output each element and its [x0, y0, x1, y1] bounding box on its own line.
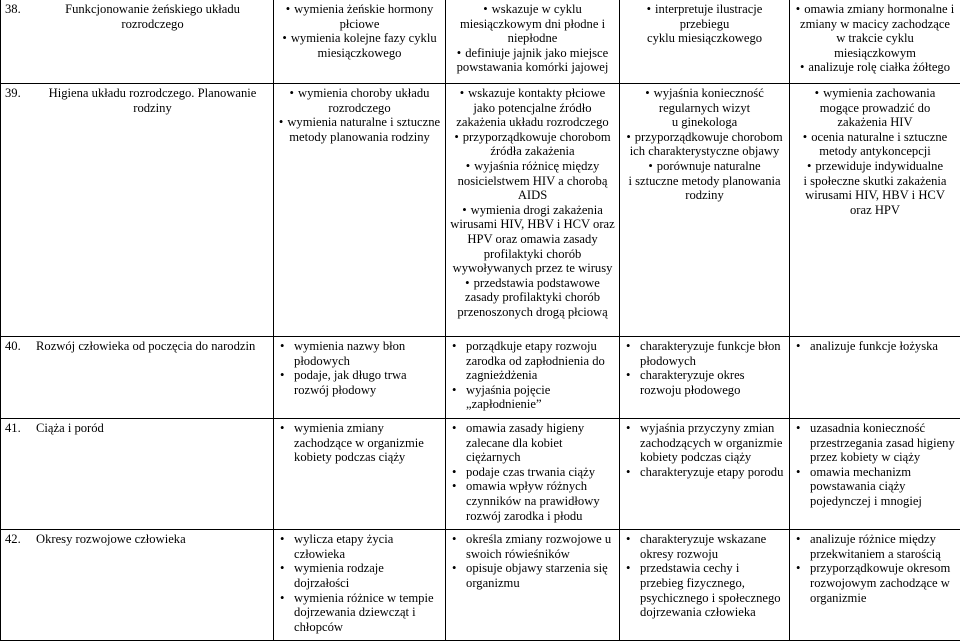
requirement-item: • definiuje jajnik jako miejsce powstawania komórki jajowej: [450, 46, 615, 75]
table-row: [1, 84, 960, 337]
requirement-item: • charakteryzuje etapy porodu: [624, 465, 785, 480]
lesson-topic: Funkcjonowanie żeńskiego układu rozrodczego: [36, 2, 269, 31]
lesson-topic: Ciąża i poród: [36, 421, 269, 436]
requirement-item: • charakteryzuje funkcje błon płodowych: [624, 339, 785, 368]
topic-cell: [1, 84, 274, 337]
requirement-item: • przyporządkowuje okresom rozwojowym zachodzące w organizmie: [794, 561, 956, 605]
requirement-cell-c2: [446, 530, 620, 641]
requirement-cell-c2: [446, 0, 620, 84]
table-row: [1, 337, 960, 419]
requirement-item: • przewiduje indywidualne: [794, 159, 956, 174]
requirement-list: [794, 86, 956, 217]
requirement-item: • wymienia zmiany zachodzące w organizmie kobiety podczas ciąży: [278, 421, 441, 465]
requirement-cell-c4: [790, 419, 960, 530]
requirement-item: • wskazuje w cyklu miesiączkowym dni płodne i niepłodne: [450, 2, 615, 46]
table-row: [1, 0, 960, 84]
requirement-item: i sztuczne metody planowania rodziny: [624, 174, 785, 203]
requirement-item: • wskazuje kontakty płciowe jako potencjalne źródło zakażenia układu rozrodczego: [450, 86, 615, 130]
requirement-cell-c4: [790, 84, 960, 337]
requirement-list: [450, 421, 615, 523]
requirement-item: • określa zmiany rozwojowe u swoich rówieśników: [450, 532, 615, 561]
requirement-cell-c2: [446, 84, 620, 337]
requirement-item: • wymienia drogi zakażenia wirusami HIV, HBV i HCV oraz HPV oraz omawia zasady profilaktyki chorób wywoływanych przez te wirusy: [450, 203, 615, 276]
requirement-item: • omawia zasady higieny zalecane dla kobiet ciężarnych: [450, 421, 615, 465]
requirement-list: [278, 2, 441, 60]
requirement-item: • wyjaśnia różnicę między nosicielstwem HIV a chorobą AIDS: [450, 159, 615, 203]
requirement-item: • wymienia zachowania mogące prowadzić do zakażenia HIV: [794, 86, 956, 130]
requirement-list: [794, 421, 956, 509]
requirement-list: [450, 339, 615, 412]
requirement-list: [450, 86, 615, 320]
requirement-item: • wyjaśnia pojęcie „zapłodnienie”: [450, 383, 615, 412]
requirement-item: • omawia zmiany hormonalne i zmiany w macicy zachodzące w trakcie cyklu miesiączkowym: [794, 2, 956, 60]
requirement-item: • ocenia naturalne i sztuczne metody antykoncepcji: [794, 130, 956, 159]
requirement-item: • analizuje funkcje łożyska: [794, 339, 956, 354]
requirement-cell-c2: [446, 337, 620, 419]
topic-cell: [1, 337, 274, 419]
requirement-item: • wymienia żeńskie hormony płciowe: [278, 2, 441, 31]
requirement-cell-c1: [274, 337, 446, 419]
requirement-item: • wymienia naturalne i sztuczne metody planowania rodziny: [278, 115, 441, 144]
requirement-item: • wyjaśnia konieczność regularnych wizyt: [624, 86, 785, 115]
requirement-item: • wymienia nazwy błon płodowych: [278, 339, 441, 368]
requirement-item: • analizuje różnice między przekwitaniem a starością: [794, 532, 956, 561]
requirement-item: • podaje, jak długo trwa rozwój płodowy: [278, 368, 441, 397]
lesson-number: 38.: [5, 2, 36, 31]
requirement-list: [624, 532, 785, 620]
requirement-cell-c3: [620, 0, 790, 84]
requirement-list: [794, 339, 956, 354]
requirement-item: • przedstawia podstawowe zasady profilaktyki chorób przenoszonych drogą płciową: [450, 276, 615, 320]
requirement-item: cyklu miesiączkowego: [624, 31, 785, 46]
table-row: [1, 419, 960, 530]
requirement-cell-c3: [620, 84, 790, 337]
requirement-list: [278, 421, 441, 465]
requirement-item: • przedstawia cechy i przebieg fizycznego, psychicznego i społecznego dojrzewania człowieka: [624, 561, 785, 619]
requirement-item: • uzasadnia konieczność przestrzegania zasad higieny przez kobiety w ciąży: [794, 421, 956, 465]
requirement-list: [278, 532, 441, 634]
requirement-item: • wymienia choroby układu rozrodczego: [278, 86, 441, 115]
lesson-topic: Okresy rozwojowe człowieka: [36, 532, 269, 547]
lesson-number: 39.: [5, 86, 36, 115]
requirement-item: • wymienia kolejne fazy cyklu miesiączkowego: [278, 31, 441, 60]
requirement-list: [450, 2, 615, 75]
requirement-item: • opisuje objawy starzenia się organizmu: [450, 561, 615, 590]
requirement-item: • przyporządkowuje chorobom: [624, 130, 785, 145]
lesson-number: 41.: [5, 421, 36, 436]
requirement-item: • wyjaśnia przyczyny zmian zachodzących w organizmie kobiety podczas ciąży: [624, 421, 785, 465]
requirement-cell-c1: [274, 0, 446, 84]
requirement-cell-c3: [620, 419, 790, 530]
requirement-cell-c1: [274, 419, 446, 530]
requirement-item: • analizuje rolę ciałka żółtego: [794, 60, 956, 75]
topic-cell: [1, 0, 274, 84]
requirement-list: [794, 2, 956, 75]
requirement-list: [794, 532, 956, 605]
lesson-number: 42.: [5, 532, 36, 547]
requirement-cell-c4: [790, 0, 960, 84]
requirement-cell-c4: [790, 530, 960, 641]
table-row: [1, 530, 960, 641]
lesson-number: 40.: [5, 339, 36, 354]
requirement-item: ich charakterystyczne objawy: [624, 144, 785, 159]
requirement-item: • charakteryzuje okres rozwoju płodowego: [624, 368, 785, 397]
requirement-item: • wymienia różnice w tempie dojrzewania dziewcząt i chłopców: [278, 591, 441, 635]
topic-cell: [1, 419, 274, 530]
requirement-item: • porządkuje etapy rozwoju zarodka od zapłodnienia do zagnieżdżenia: [450, 339, 615, 383]
requirement-item: • omawia wpływ różnych czynników na prawidłowy rozwój zarodka i płodu: [450, 479, 615, 523]
requirement-item: • wymienia rodzaje dojrzałości: [278, 561, 441, 590]
requirement-item: • omawia mechanizm powstawania ciąży pojedynczej i mnogiej: [794, 465, 956, 509]
lesson-topic: Higiena układu rozrodczego. Planowanie rodziny: [36, 86, 269, 115]
requirement-cell-c2: [446, 419, 620, 530]
requirement-cell-c1: [274, 84, 446, 337]
requirement-cell-c1: [274, 530, 446, 641]
requirement-item: • porównuje naturalne: [624, 159, 785, 174]
requirement-cell-c3: [620, 530, 790, 641]
requirement-item: • podaje czas trwania ciąży: [450, 465, 615, 480]
requirement-cell-c3: [620, 337, 790, 419]
topic-cell: [1, 530, 274, 641]
requirement-list: [624, 421, 785, 479]
requirement-list: [278, 339, 441, 397]
requirement-list: [624, 339, 785, 397]
requirement-item: i społeczne skutki zakażenia wirusami HIV, HBV i HCV oraz HPV: [794, 174, 956, 218]
requirement-list: [278, 86, 441, 144]
requirement-list: [624, 2, 785, 46]
requirement-item: • charakteryzuje wskazane okresy rozwoju: [624, 532, 785, 561]
requirement-cell-c4: [790, 337, 960, 419]
requirement-list: [450, 532, 615, 590]
requirement-item: • interpretuje ilustracje przebiegu: [624, 2, 785, 31]
requirement-list: [624, 86, 785, 203]
requirement-item: u ginekologa: [624, 115, 785, 130]
requirement-item: • przyporządkowuje chorobom źródła zakażenia: [450, 130, 615, 159]
lesson-topic: Rozwój człowieka od poczęcia do narodzin: [36, 339, 269, 354]
requirement-item: • wylicza etapy życia człowieka: [278, 532, 441, 561]
